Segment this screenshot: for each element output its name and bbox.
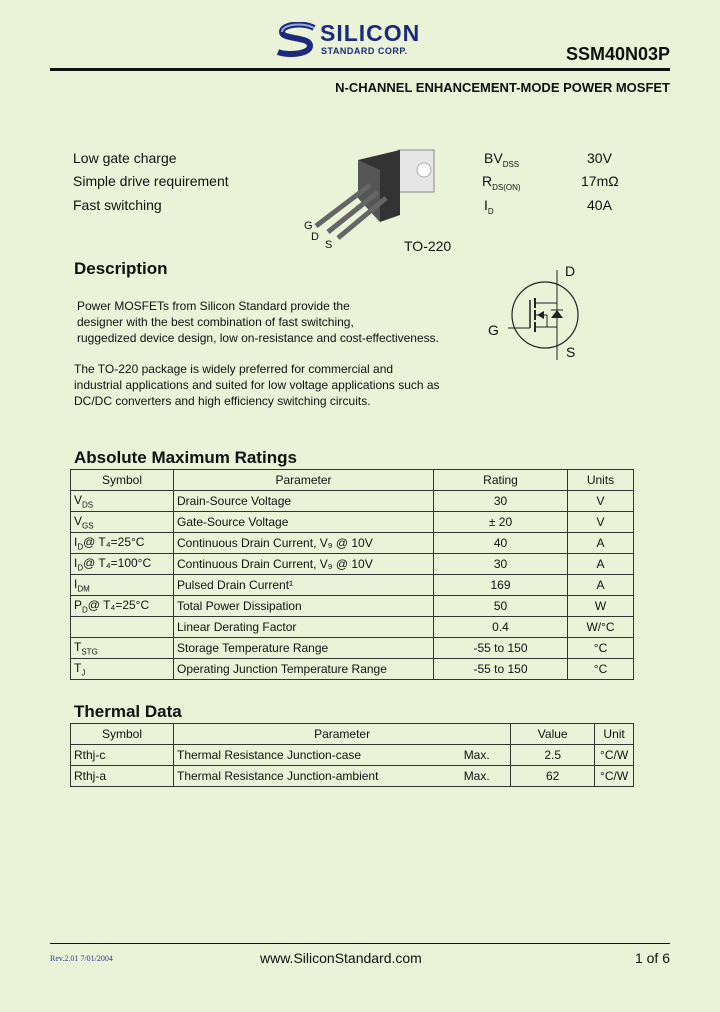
spec-symbol: R [482,173,493,189]
rating-cell: 30 [434,554,568,575]
symbol-cell [71,638,174,659]
header-cell: Symbol [71,724,174,745]
parameter-cell: Total Power Dissipation [174,596,434,617]
table-row [71,745,634,766]
table-row [71,575,634,596]
pin-label-s: S [325,239,333,251]
header-cell: Parameter [174,724,511,745]
header-cell: Unit [595,724,634,745]
symbol-main: T [74,639,82,654]
spec-bvdss-value: 30V [587,150,612,166]
abs-max-title: Absolute Maximum Ratings [74,448,297,467]
thermal-table [70,723,634,787]
page-subtitle: N-CHANNEL ENHANCEMENT-MODE POWER MOSFET [335,80,670,95]
spec-rdson-value: 17mΩ [581,173,619,189]
spec-bvdss [484,150,519,169]
feature-3: Fast switching [73,197,162,213]
unit-cell: °C [568,638,634,659]
table-row [71,512,634,533]
symbol-cell [71,512,174,533]
symbol-main: P [74,597,83,612]
text-line: Power MOSFETs from Silicon Standard provide the [77,299,350,313]
symbol-condition: @ T₄=25°C [87,597,150,612]
spec-subscript: DSS [502,159,520,169]
mosfet-symbol-icon [500,270,590,360]
symbol-main: I [74,555,78,570]
spec-rdson [482,173,521,192]
symbol-cell: Rthj-a [71,766,174,787]
symbol-cell [71,533,174,554]
description-para-1 [77,298,439,346]
header-cell: Rating [434,470,568,491]
rating-cell: -55 to 150 [434,638,568,659]
symbol-condition: @ T₄=100°C [83,555,152,570]
unit-cell: W/°C [568,617,634,638]
package-label: TO-220 [404,238,452,254]
symbol-cell [71,554,174,575]
symbol-main: I [74,576,78,591]
symbol-cell [71,575,174,596]
feature-1: Low gate charge [73,150,177,166]
symbol-cell [71,491,174,512]
rating-cell: 40 [434,533,568,554]
rating-cell: -55 to 150 [434,659,568,680]
symbol-subscript: DM [77,584,90,594]
table-row [71,533,634,554]
table-row [71,659,634,680]
rating-cell: 169 [434,575,568,596]
parameter-cell: Operating Junction Temperature Range [174,659,434,680]
revision-text: Rev.2.01 7/01/2004 [50,954,113,963]
parameter-cell: Storage Temperature Range [174,638,434,659]
part-number: SSM40N03P [565,44,670,64]
header-rule [50,68,670,71]
company-logo [274,20,439,60]
parameter-cell: Pulsed Drain Current¹ [174,575,434,596]
unit-cell: V [568,491,634,512]
parameter-cell: Continuous Drain Current, V₉ @ 10V [174,554,434,575]
symbol-cell [71,596,174,617]
symbol-main: V [74,513,83,528]
website-link[interactable]: www.SiliconStandard.com [260,950,422,966]
spec-id [484,197,494,216]
rating-cell: 50 [434,596,568,617]
feature-2: Simple drive requirement [73,173,229,189]
description-title: Description [74,259,168,278]
spec-symbol: I [484,197,488,213]
footer-rule [50,943,670,944]
unit-cell: A [568,554,634,575]
symbol-subscript: STG [81,647,98,657]
unit-cell: °C/W [595,745,634,766]
table-row [71,617,634,638]
header-cell: Symbol [71,470,174,491]
spec-subscript: DS(ON) [492,182,521,192]
parameter-cell: Linear Derating Factor [174,617,434,638]
symbol-pin-s: S [566,344,576,360]
unit-cell: °C/W [595,766,634,787]
table-row [71,491,634,512]
symbol-cell: Rthj-c [71,745,174,766]
logo-main-text: SILICON [320,20,421,46]
value-cell: 2.5 [511,745,595,766]
text-line: DC/DC converters and high efficiency switching circuits. [74,394,371,408]
rating-cell: 0.4 [434,617,568,638]
text-line: ruggedized device design, low on-resistance and cost-effectiveness. [77,331,439,345]
symbol-pin-d: D [565,263,576,279]
symbol-subscript: D [77,542,84,552]
symbol-pin-g: G [488,322,499,338]
table-header-row [71,724,634,745]
table-row [71,638,634,659]
spec-subscript: D [487,206,494,216]
symbol-subscript: D [77,563,84,573]
logo-s-icon [274,22,318,58]
parameter-cell: Thermal Resistance Junction-ambient [174,766,461,787]
condition-cell: Max. [461,745,511,766]
symbol-cell [71,617,174,638]
rating-cell: 30 [434,491,568,512]
parameter-cell: Gate-Source Voltage [174,512,434,533]
logo-sub-text: STANDARD CORP. [321,46,408,56]
rating-cell: ± 20 [434,512,568,533]
unit-cell: W [568,596,634,617]
symbol-subscript: J [81,668,86,678]
symbol-main: T [74,660,82,675]
symbol-subscript: DS [82,500,94,510]
unit-cell: A [568,533,634,554]
condition-cell: Max. [461,766,511,787]
value-cell: 62 [511,766,595,787]
table-row [71,554,634,575]
symbol-cell [71,659,174,680]
description-para-2 [74,361,440,409]
table-row [71,766,634,787]
parameter-cell: Drain-Source Voltage [174,491,434,512]
spec-symbol: BV [484,150,503,166]
symbol-subscript: D [82,605,88,615]
symbol-main: V [74,492,83,507]
text-line: designer with the best combination of fast switching, [77,315,354,329]
unit-cell: A [568,575,634,596]
spec-id-value: 40A [587,197,612,213]
table-row [71,596,634,617]
unit-cell: V [568,512,634,533]
unit-cell: °C [568,659,634,680]
pin-label-d: D [311,231,319,243]
header-cell: Value [511,724,595,745]
table-header-row [71,470,634,491]
abs-max-table [70,469,634,680]
symbol-subscript: GS [82,521,94,531]
pin-label-g: G [304,220,313,232]
header-cell: Parameter [174,470,434,491]
header-cell: Units [568,470,634,491]
parameter-cell: Continuous Drain Current, V₉ @ 10V [174,533,434,554]
text-line: The TO-220 package is widely preferred for commercial and [74,362,394,376]
to220-package-illustration [300,140,440,240]
symbol-condition: @ T₄=25°C [83,534,145,549]
symbol-main: I [74,534,78,549]
page-number: 1 of 6 [634,950,670,966]
text-line: industrial applications and suited for low voltage applications such as [74,378,440,392]
thermal-title: Thermal Data [74,702,182,721]
parameter-cell: Thermal Resistance Junction-case [174,745,461,766]
